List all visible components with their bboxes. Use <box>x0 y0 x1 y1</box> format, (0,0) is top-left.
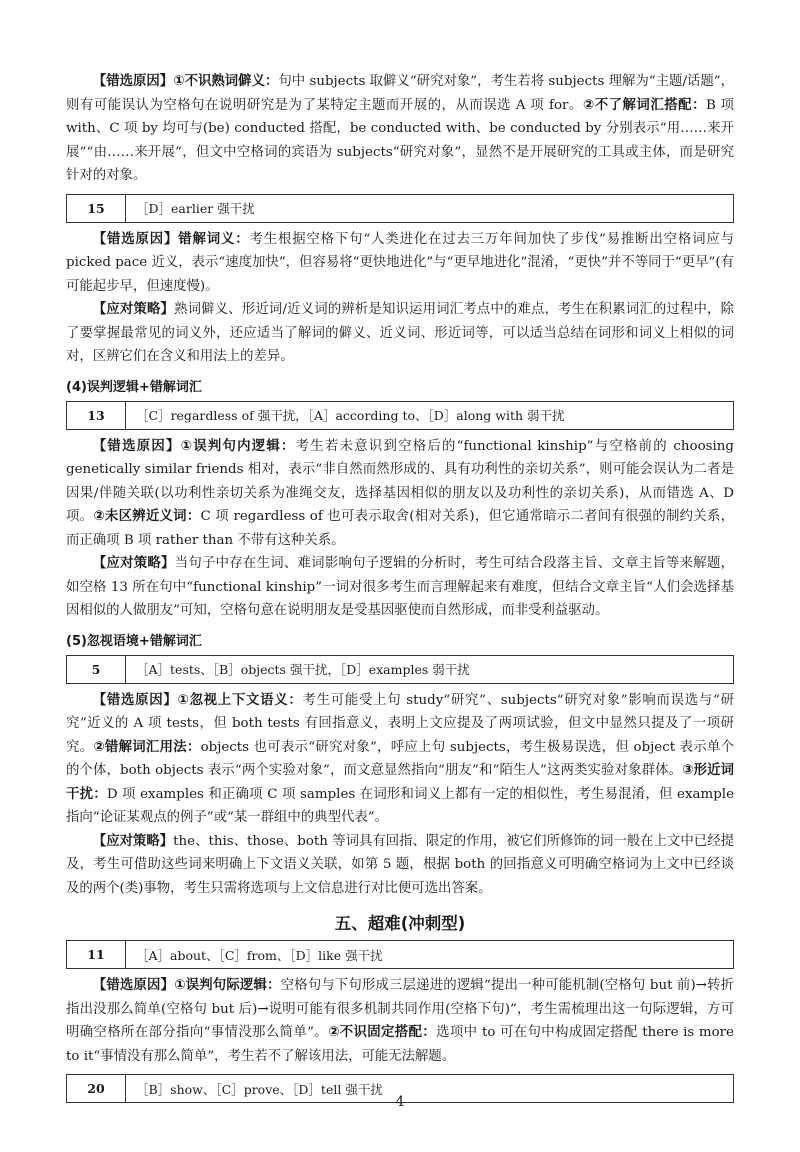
paragraph-text: 句中 subjects 取僻义“研究对象”，考生若将 subjects 理解为“主题/话题”，则有可能误认为空格句在说明研究是为了某特定主题而开展的，从而误选 A 项 for。 <box>66 74 735 113</box>
bold-label: ①忽视上下文语义： <box>177 692 303 708</box>
page-content <box>66 70 734 1103</box>
paragraph-text: the、this、those、both 等词具有回指、限定的作用，被它们所修饰的词一般在上文中已经提及，考生可借助这些词来明确上下文语义关联，如第 5 题，根据 both 的回指意义可明确空格词为上文中已经谈及的两个(类)事物，考生只需将选项与上文信息进行对比便可选出答案。 <box>66 833 734 896</box>
paragraph <box>66 70 734 188</box>
distractor-options: ［A］tests、［B］objects 强干扰，［D］examples 弱干扰 <box>136 662 470 677</box>
section-heading: (5)忽视语境+错解词汇 <box>66 633 202 649</box>
paragraph <box>66 298 734 369</box>
paragraph <box>66 974 734 1068</box>
bold-label: 【错选原因】 <box>92 231 179 247</box>
distractor-options: ［D］earlier 强干扰 <box>136 201 255 216</box>
bold-label: 【错选原因】 <box>92 692 178 708</box>
paragraph <box>66 228 734 299</box>
distractor-options: ［A］about、［C］from、［D］like 强干扰 <box>136 947 383 963</box>
question-number: 20 <box>67 1075 126 1102</box>
paragraph-text: objects 也可表示“研究对象”，呼应上句 subjects，考生极易误选，但 object 表示单个的个体，both objects 表示“两个实验对象”，而文意显然指向“朋友”和“陌生人”这两类实验对象群体。 <box>66 739 735 778</box>
bold-label: 错解词义： <box>178 231 250 247</box>
chapter-heading: 五、超难(冲刺型) <box>334 914 466 933</box>
bold-label: ③形近词干扰： <box>66 763 735 802</box>
bold-label: 【应对策略】 <box>92 556 175 571</box>
paragraph <box>66 435 734 553</box>
paragraph-text: C 项 regardless of 也可表示取舍(相对关系)，但它通常暗示二者间有很强的制约关系，而正确项 B 项 rather than 不带有这种关系。 <box>66 509 734 548</box>
paragraph-text: 当句子中存在生词、难词影响句子逻辑的分析时，考生可结合段落主旨、文章主旨等来解题，如空格 13 所在句中“functional kinship”一词对很多考生而言理解起来有难度，但结合文章主旨“人们会选择基因相似的人做朋友”可知，空格句意在说明朋友是受基因驱使而自然形成，而非受利益驱动。 <box>66 556 734 618</box>
paragraph-text: 空格句与下句形成三层递进的逻辑“提出一种可能机制(空格句 but 前)→转折指出没那么简单(空格句 but 后)→说明可能有很多机制共同作用(空格下句)”，考生需梳理出这一句际逻辑，方可明确空格所在部分指向“事情没那么简单”。 <box>66 978 735 1040</box>
question-number: 13 <box>67 402 126 429</box>
bold-label: 【错选原因】 <box>92 74 174 89</box>
bold-label: ②不了解词汇搭配： <box>582 97 706 113</box>
paragraph-text: D 项 examples 和正确项 C 项 samples 在词形和词义上都有一定的相似性，考生易混淆，但 example 指向“论证某观点的例子”或“某一群组中的典型代表”。 <box>66 786 734 825</box>
paragraph <box>66 830 734 901</box>
paragraph <box>66 552 734 623</box>
paragraph <box>66 689 734 830</box>
question-box <box>66 194 734 223</box>
paragraph-text: 考生若未意识到空格后的“functional kinship”与空格前的 choosing genetically similar friends 相对，表示“非自然而然形成的、具有功利性的亲切关系”，则可能会误认为二者是因果/伴随关联(以功利性亲切关系为准绳交友，选择基因相似的朋友以及功利性的亲切关系)，从而错选 A、D 项。 <box>66 438 735 524</box>
paragraph-text: B 项 with、C 项 by 均可与(be) conducted 搭配，be conducted with、be conducted by 分别表示“用……来开展”“由……来开展”，但文中空格词的宾语为 subjects“研究对象”，显然不是开展研究的工具或主体，而是研究针对的对象。 <box>66 97 734 183</box>
bold-label: ②错解词汇用法： <box>93 739 201 755</box>
distractor-options: ［B］show、［C］prove、［D］tell 强干扰 <box>136 1081 383 1097</box>
section-heading: (4)误判逻辑+错解词汇 <box>66 379 202 395</box>
paragraph-text: 选项中 to 可在句中构成固定搭配 there is more to it“事情没有那么简单”，考生若不了解该用法，可能无法解题。 <box>66 1025 734 1064</box>
bold-label: ①误判句内逻辑： <box>180 438 296 454</box>
paragraph-text: 熟词僻义、形近词/近义词的辨析是知识运用词汇考点中的难点，考生在积累词汇的过程中，除了要掌握最常见的词义外，还应适当了解词的僻义、近义词、形近词等，可以适当总结在词形和词义上相似的词对，区辨它们在含义和用法上的差异。 <box>66 302 734 364</box>
question-number: 11 <box>67 941 126 968</box>
question-number: 15 <box>67 195 126 222</box>
paragraph-text: 考生可能受上句 study“研究”、subjects“研究对象”影响而误选与“研究”近义的 A 项 tests，但 both tests 有回指意义，表明上文应提及了两项试验，但文中显然只提及了一项研究。 <box>66 692 734 755</box>
bold-label: ①不识熟词僻义： <box>173 74 279 89</box>
bold-label: 【错选原因】 <box>92 438 181 454</box>
bold-label: ②不识固定搭配： <box>328 1025 437 1040</box>
question-box <box>66 940 734 969</box>
distractor-options: ［C］regardless of 强干扰，［A］according to、［D］along with 弱干扰 <box>136 408 565 423</box>
paragraph-text: 考生根据空格下句“人类进化在过去三万年间加快了步伐”易推断出空格词应与 picked pace 近义，表示“速度加快”，但容易将“更快地进化”与“更早地进化”混淆，“更快”并不等同于“更早”(有可能起步早，但速度慢)。 <box>66 231 734 294</box>
question-box <box>66 401 734 430</box>
question-box <box>66 655 734 684</box>
bold-label: ②未区辨近义词： <box>93 509 201 524</box>
bold-label: 【错选原因】 <box>92 978 175 993</box>
question-number: 5 <box>67 656 126 683</box>
page-number: 4 <box>395 1094 405 1110</box>
bold-label: 【应对策略】 <box>92 302 175 317</box>
bold-label: 【应对策略】 <box>92 833 174 849</box>
bold-label: ①误判句际逻辑： <box>174 978 281 993</box>
